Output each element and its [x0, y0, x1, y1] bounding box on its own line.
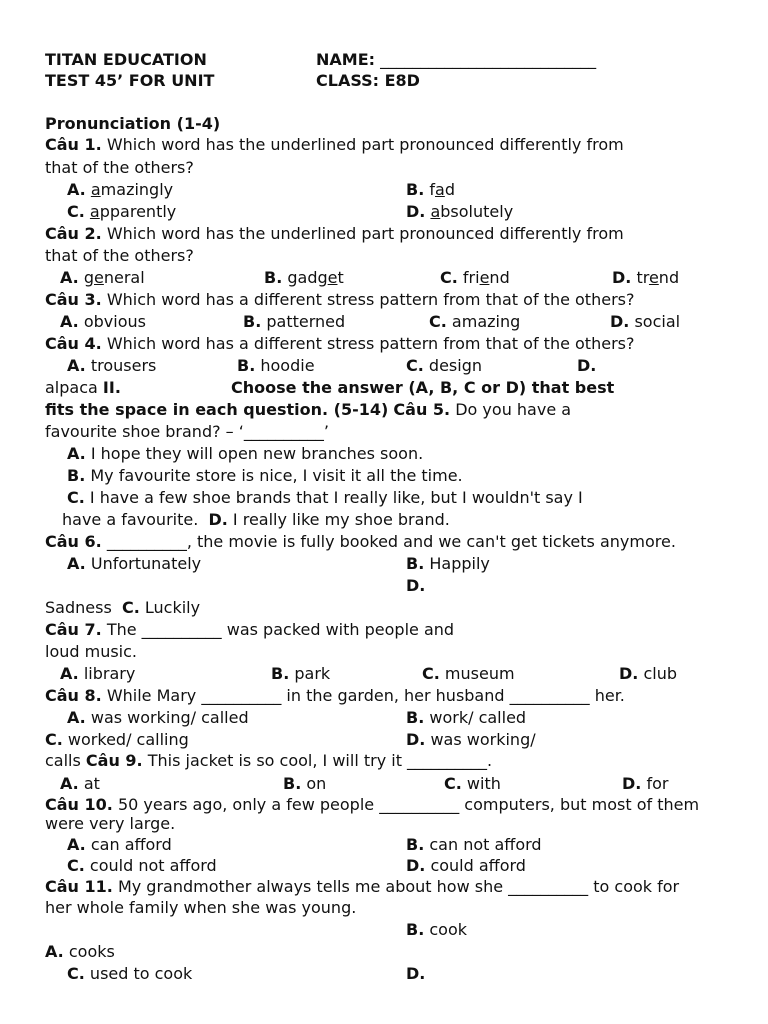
q10-option-c: C. could not afford	[67, 856, 217, 875]
q7-option-a: A. library	[60, 664, 136, 683]
q7-option-d: D. club	[619, 664, 677, 683]
q4-option-c: C. design	[406, 356, 482, 375]
q6-option-a: A. Unfortunately	[67, 554, 202, 573]
q7-option-b: B. park	[271, 664, 331, 683]
q9-option-a: A. at	[60, 774, 100, 793]
q11-option-d: D.	[406, 964, 426, 983]
q8-option-d: D. was working/	[406, 730, 536, 749]
section-title-cont: fits the space in each question. (5-14) Câu 5. Do you have a	[45, 400, 572, 419]
name-blank: ___________________________	[380, 50, 597, 69]
q1-option-c: C. apparently	[67, 202, 177, 221]
q4-option-b: B. hoodie	[237, 356, 315, 375]
question-4: Câu 4. Which word has a different stress pattern from that of the others?	[45, 334, 635, 353]
question-10-cont: were very large.	[45, 814, 176, 833]
question-11-cont: her whole family when she was young.	[45, 898, 357, 917]
q8-option-c: C. worked/ calling	[45, 730, 189, 749]
question-6: Câu 6. __________, the movie is fully booked and we can't get tickets anymore.	[45, 532, 676, 551]
q6-option-d-text: Sadness C. Luckily	[45, 598, 201, 617]
section-title-pronunciation: Pronunciation (1-4)	[45, 114, 221, 133]
q10-option-a: A. can afford	[67, 835, 172, 854]
q1-option-b: B. fad	[406, 180, 455, 199]
q11-option-a: A. cooks	[45, 942, 115, 961]
q3-option-d: D. social	[610, 312, 681, 331]
q2-option-c: C. friend	[440, 268, 510, 287]
q4-option-d-text: alpaca II.	[45, 378, 121, 397]
question-3: Câu 3. Which word has a different stress pattern from that of the others?	[45, 290, 635, 309]
q9-option-c: C. with	[444, 774, 501, 793]
question-10: Câu 10. 50 years ago, only a few people __________ computers, but most of them	[45, 795, 700, 814]
q1-option-d: D. absolutely	[406, 202, 514, 221]
q3-option-c: C. amazing	[429, 312, 521, 331]
q3-option-b: B. patterned	[243, 312, 346, 331]
q3-option-a: A. obvious	[60, 312, 146, 331]
q5-option-c: C. I have a few shoe brands that I really like, but I wouldn't say I	[67, 488, 583, 507]
q2-option-b: B. gadget	[264, 268, 344, 287]
question-7: Câu 7. The __________ was packed with people and	[45, 620, 455, 639]
q11-option-b: B. cook	[406, 920, 468, 939]
q4-option-d-letter: D.	[577, 356, 597, 375]
class-label: CLASS: E8D	[316, 71, 420, 90]
q5-option-a: A. I hope they will open new branches soon.	[67, 444, 424, 463]
q10-option-b: B. can not afford	[406, 835, 542, 854]
q1-option-a: A. amazingly	[67, 180, 174, 199]
section-title-choose: Choose the answer (A, B, C or D) that best	[231, 378, 615, 397]
q2-option-a: A. general	[60, 268, 145, 287]
question-9: calls Câu 9. This jacket is so cool, I will try it __________.	[45, 751, 493, 770]
q9-option-d: D. for	[622, 774, 669, 793]
question-5-cont: favourite shoe brand? – ‘__________’	[45, 422, 329, 441]
name-line: NAME: ___________________________	[316, 50, 597, 69]
question-7-cont: loud music.	[45, 642, 138, 661]
school-name: TITAN EDUCATION	[45, 50, 207, 69]
q5-option-b: B. My favourite store is nice, I visit it all the time.	[67, 466, 463, 485]
q11-option-c: C. used to cook	[67, 964, 193, 983]
question-11: Câu 11. My grandmother always tells me about how she __________ to cook for	[45, 877, 680, 896]
q5-option-c-cont: have a favourite. D. I really like my shoe brand.	[62, 510, 450, 529]
question-8: Câu 8. While Mary __________ in the garden, her husband __________ her.	[45, 686, 625, 705]
question-2-cont: that of the others?	[45, 246, 194, 265]
q2-option-d: D. trend	[612, 268, 680, 287]
question-2: Câu 2. Which word has the underlined part pronounced differently from	[45, 224, 624, 243]
q8-option-a: A. was working/ called	[67, 708, 249, 727]
q6-option-d-letter: D.	[406, 576, 426, 595]
q10-option-d: D. could afford	[406, 856, 526, 875]
q6-option-b: B. Happily	[406, 554, 490, 573]
question-1-cont: that of the others?	[45, 158, 194, 177]
test-title: TEST 45’ FOR UNIT	[45, 71, 215, 90]
q8-option-b: B. work/ called	[406, 708, 527, 727]
question-1: Câu 1. Which word has the underlined part pronounced differently from	[45, 135, 624, 154]
q9-option-b: B. on	[283, 774, 327, 793]
q7-option-c: C. museum	[422, 664, 515, 683]
q4-option-a: A. trousers	[67, 356, 157, 375]
